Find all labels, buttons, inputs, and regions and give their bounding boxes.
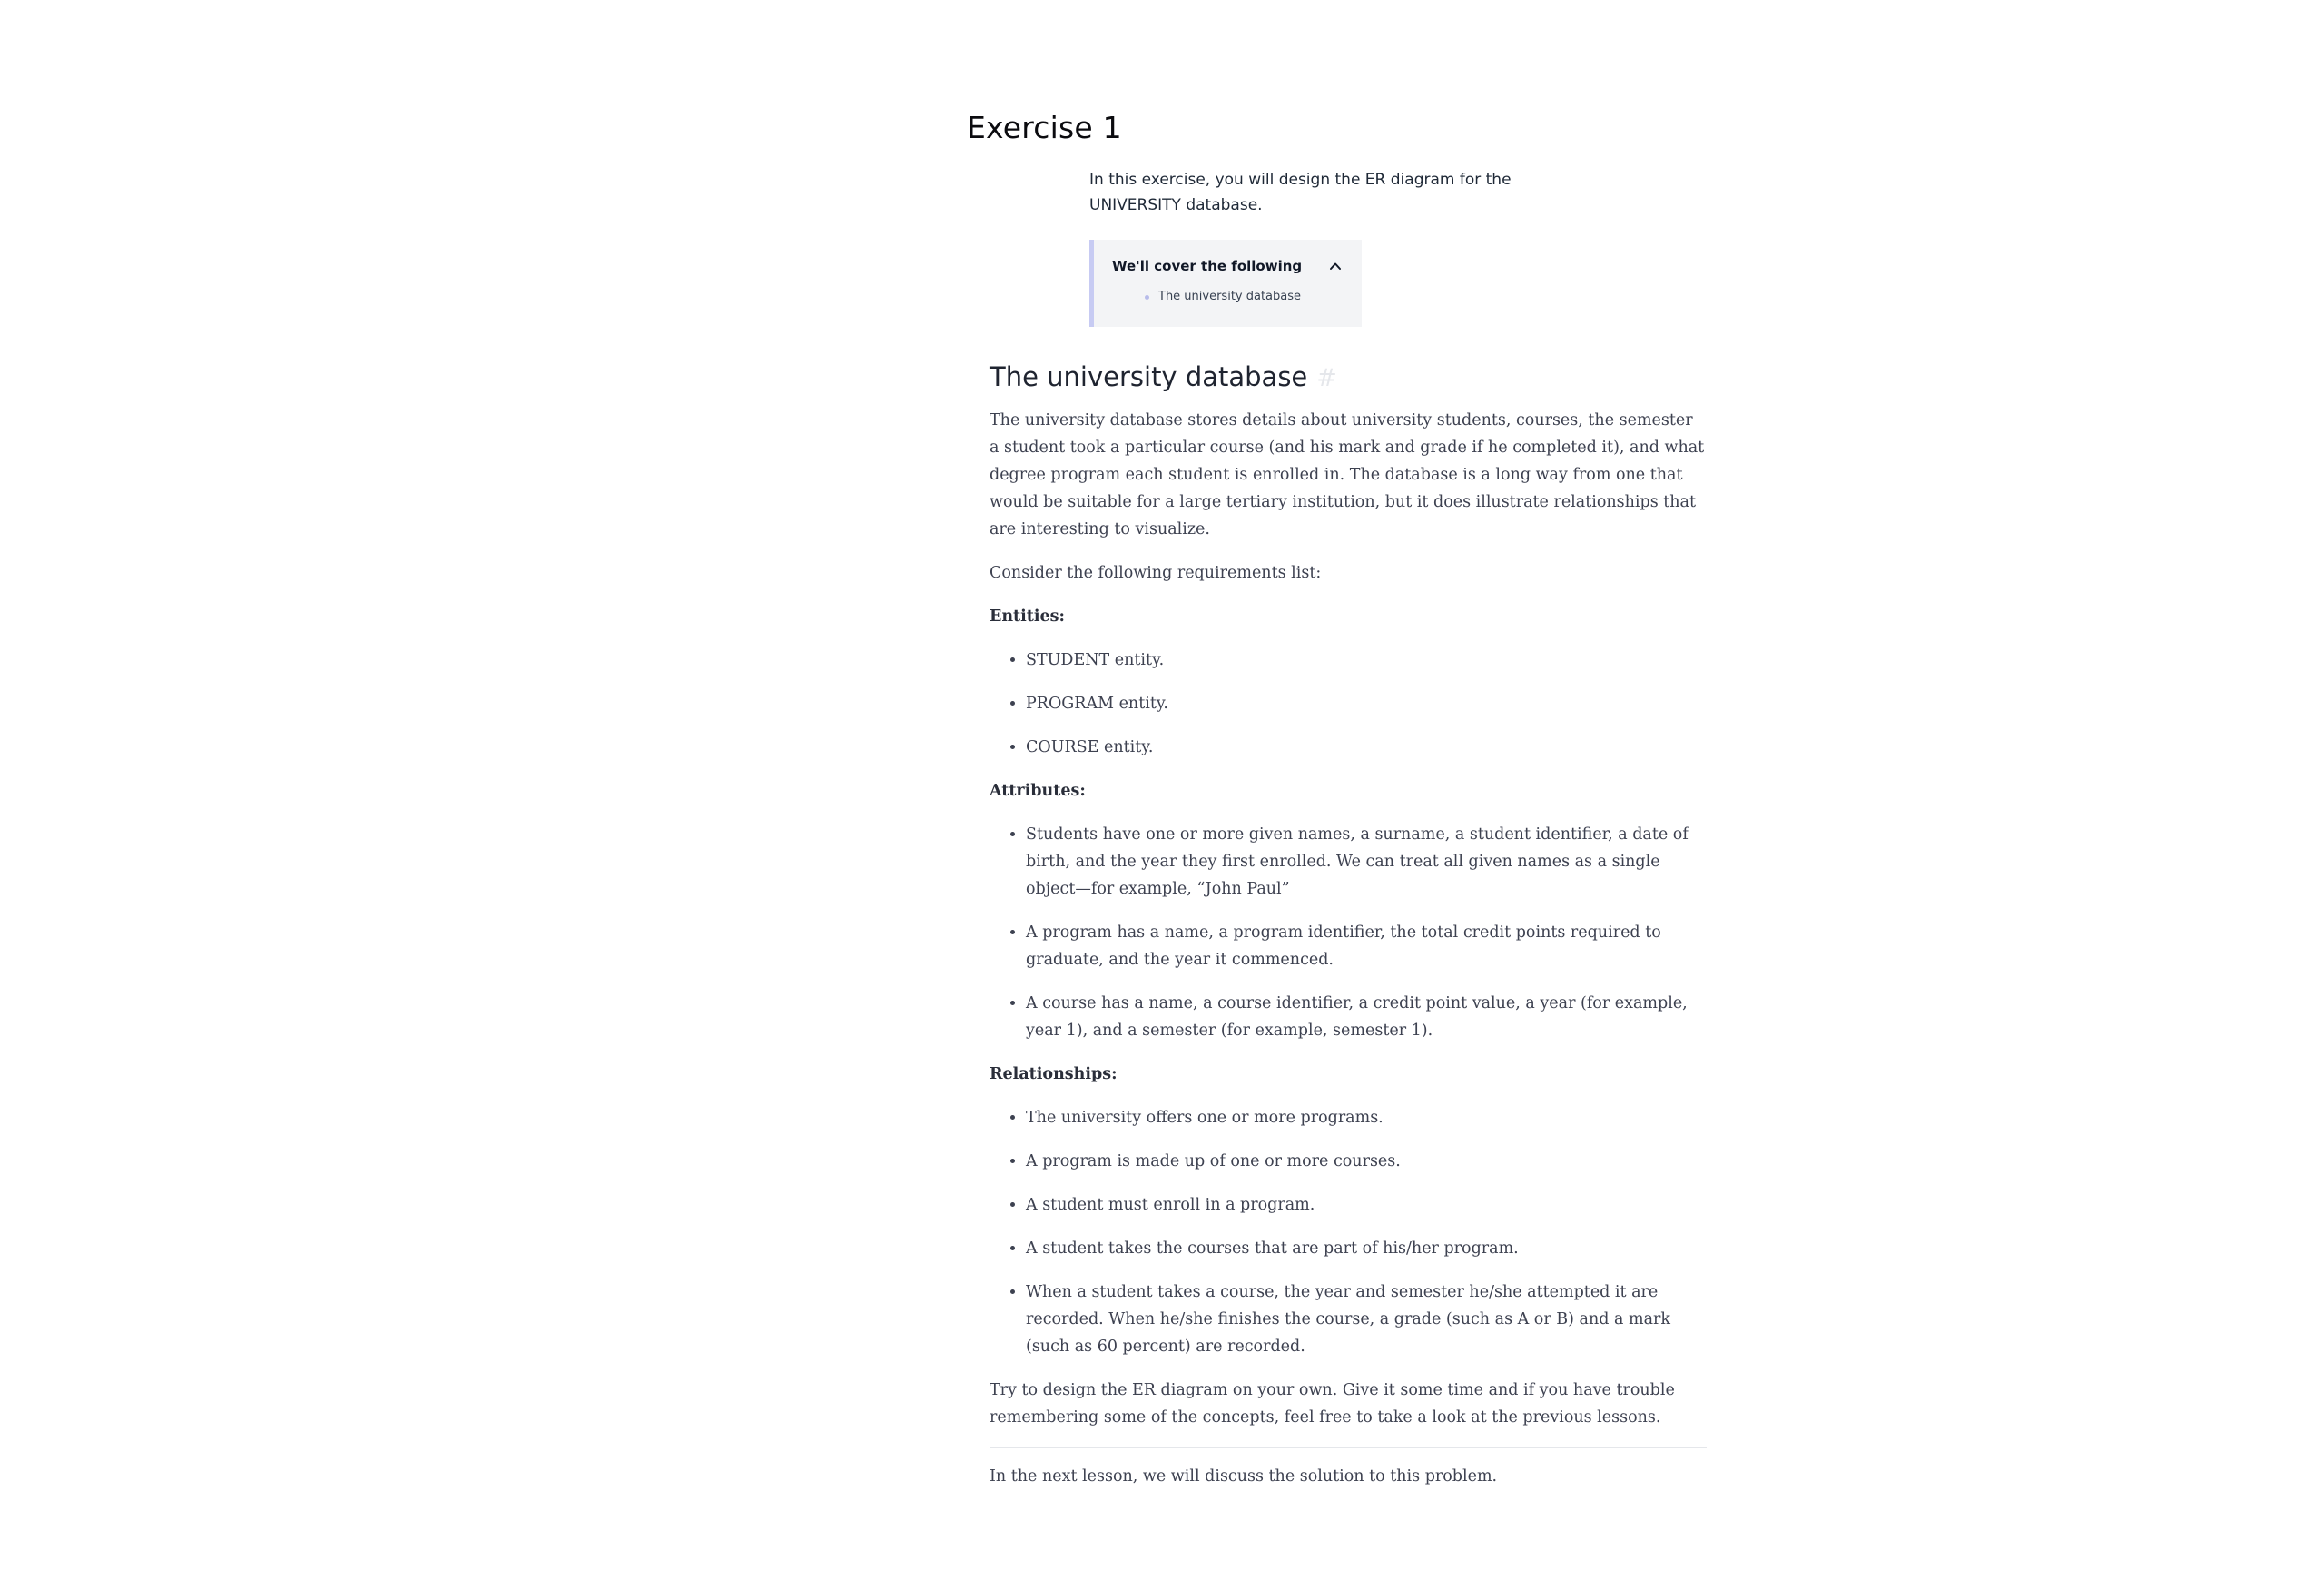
list-item: • Students have one or more given names, a surname, a student identifier, a date of birth, and the year they first enrolled. We can treat all given names as a single object—for example, “John Paul” xyxy=(1026,821,1707,903)
attributes-label: Attributes: xyxy=(990,782,1086,800)
list-item: • When a student takes a course, the year and semester he/she attempted it are recorded. When he/she finishes the course, a grade (such as A or B) and a mark (such as 60 percent) are recorded. xyxy=(1026,1279,1707,1360)
toc-panel xyxy=(1089,240,1362,327)
section-heading xyxy=(990,357,1337,399)
section-content xyxy=(990,407,1707,1506)
toc-bullet-icon xyxy=(1145,295,1149,300)
section-heading-text: The university database xyxy=(990,361,1308,392)
lesson-intro: In this exercise, you will design the ER diagram for the UNIVERSITY database. xyxy=(1089,171,1512,214)
relationships-label: Relationships: xyxy=(990,1065,1118,1083)
list-item: • The university offers one or more programs. xyxy=(1026,1104,1707,1131)
list-item: • COURSE entity. xyxy=(1026,734,1707,761)
closing-paragraph: Try to design the ER diagram on your own. Give it some time and if you have trouble remembering some of the concepts, feel free to take a look at the previous lessons. xyxy=(990,1381,1675,1427)
anchor-link-icon[interactable]: # xyxy=(1316,364,1337,392)
list-item: • STUDENT entity. xyxy=(1026,647,1707,674)
next-lesson-note: In the next lesson, we will discuss the solution to this problem. xyxy=(990,1467,1498,1486)
list-item: • A program is made up of one or more courses. xyxy=(1026,1148,1707,1175)
list-item: • A student must enroll in a program. xyxy=(1026,1191,1707,1219)
entities-list xyxy=(990,647,1707,761)
toc-title: We'll cover the following xyxy=(1112,258,1303,274)
list-item: • PROGRAM entity. xyxy=(1026,690,1707,717)
lesson-title: Exercise 1 xyxy=(967,110,1122,145)
toc-toggle[interactable] xyxy=(1112,254,1347,278)
relationships-list xyxy=(990,1104,1707,1360)
chevron-up-icon[interactable] xyxy=(1329,260,1342,272)
entities-label: Entities: xyxy=(990,607,1065,626)
toc-item-university-database[interactable] xyxy=(1145,287,1301,307)
section-divider xyxy=(990,1447,1707,1448)
section-description: The university database stores details about university students, courses, the semester a student took a particular course (and his mark and grade if he completed it), and what degree program each student is enrolled in. The database is a long way from one that would be suitable for a large tertiary institution, but it does illustrate relationships that are interesting to visualize. xyxy=(990,411,1705,538)
list-item: • A course has a name, a course identifier, a credit point value, a year (for example, year 1), and a semester (for example, semester 1). xyxy=(1026,990,1707,1044)
toc-list xyxy=(1145,287,1301,307)
requirements-intro: Consider the following requirements list: xyxy=(990,564,1322,582)
attributes-list xyxy=(990,821,1707,1044)
toc-item-label: The university database xyxy=(1158,290,1302,303)
list-item: • A student takes the courses that are part of his/her program. xyxy=(1026,1235,1707,1262)
list-item: • A program has a name, a program identifier, the total credit points required to graduate, and the year it commenced. xyxy=(1026,919,1707,973)
